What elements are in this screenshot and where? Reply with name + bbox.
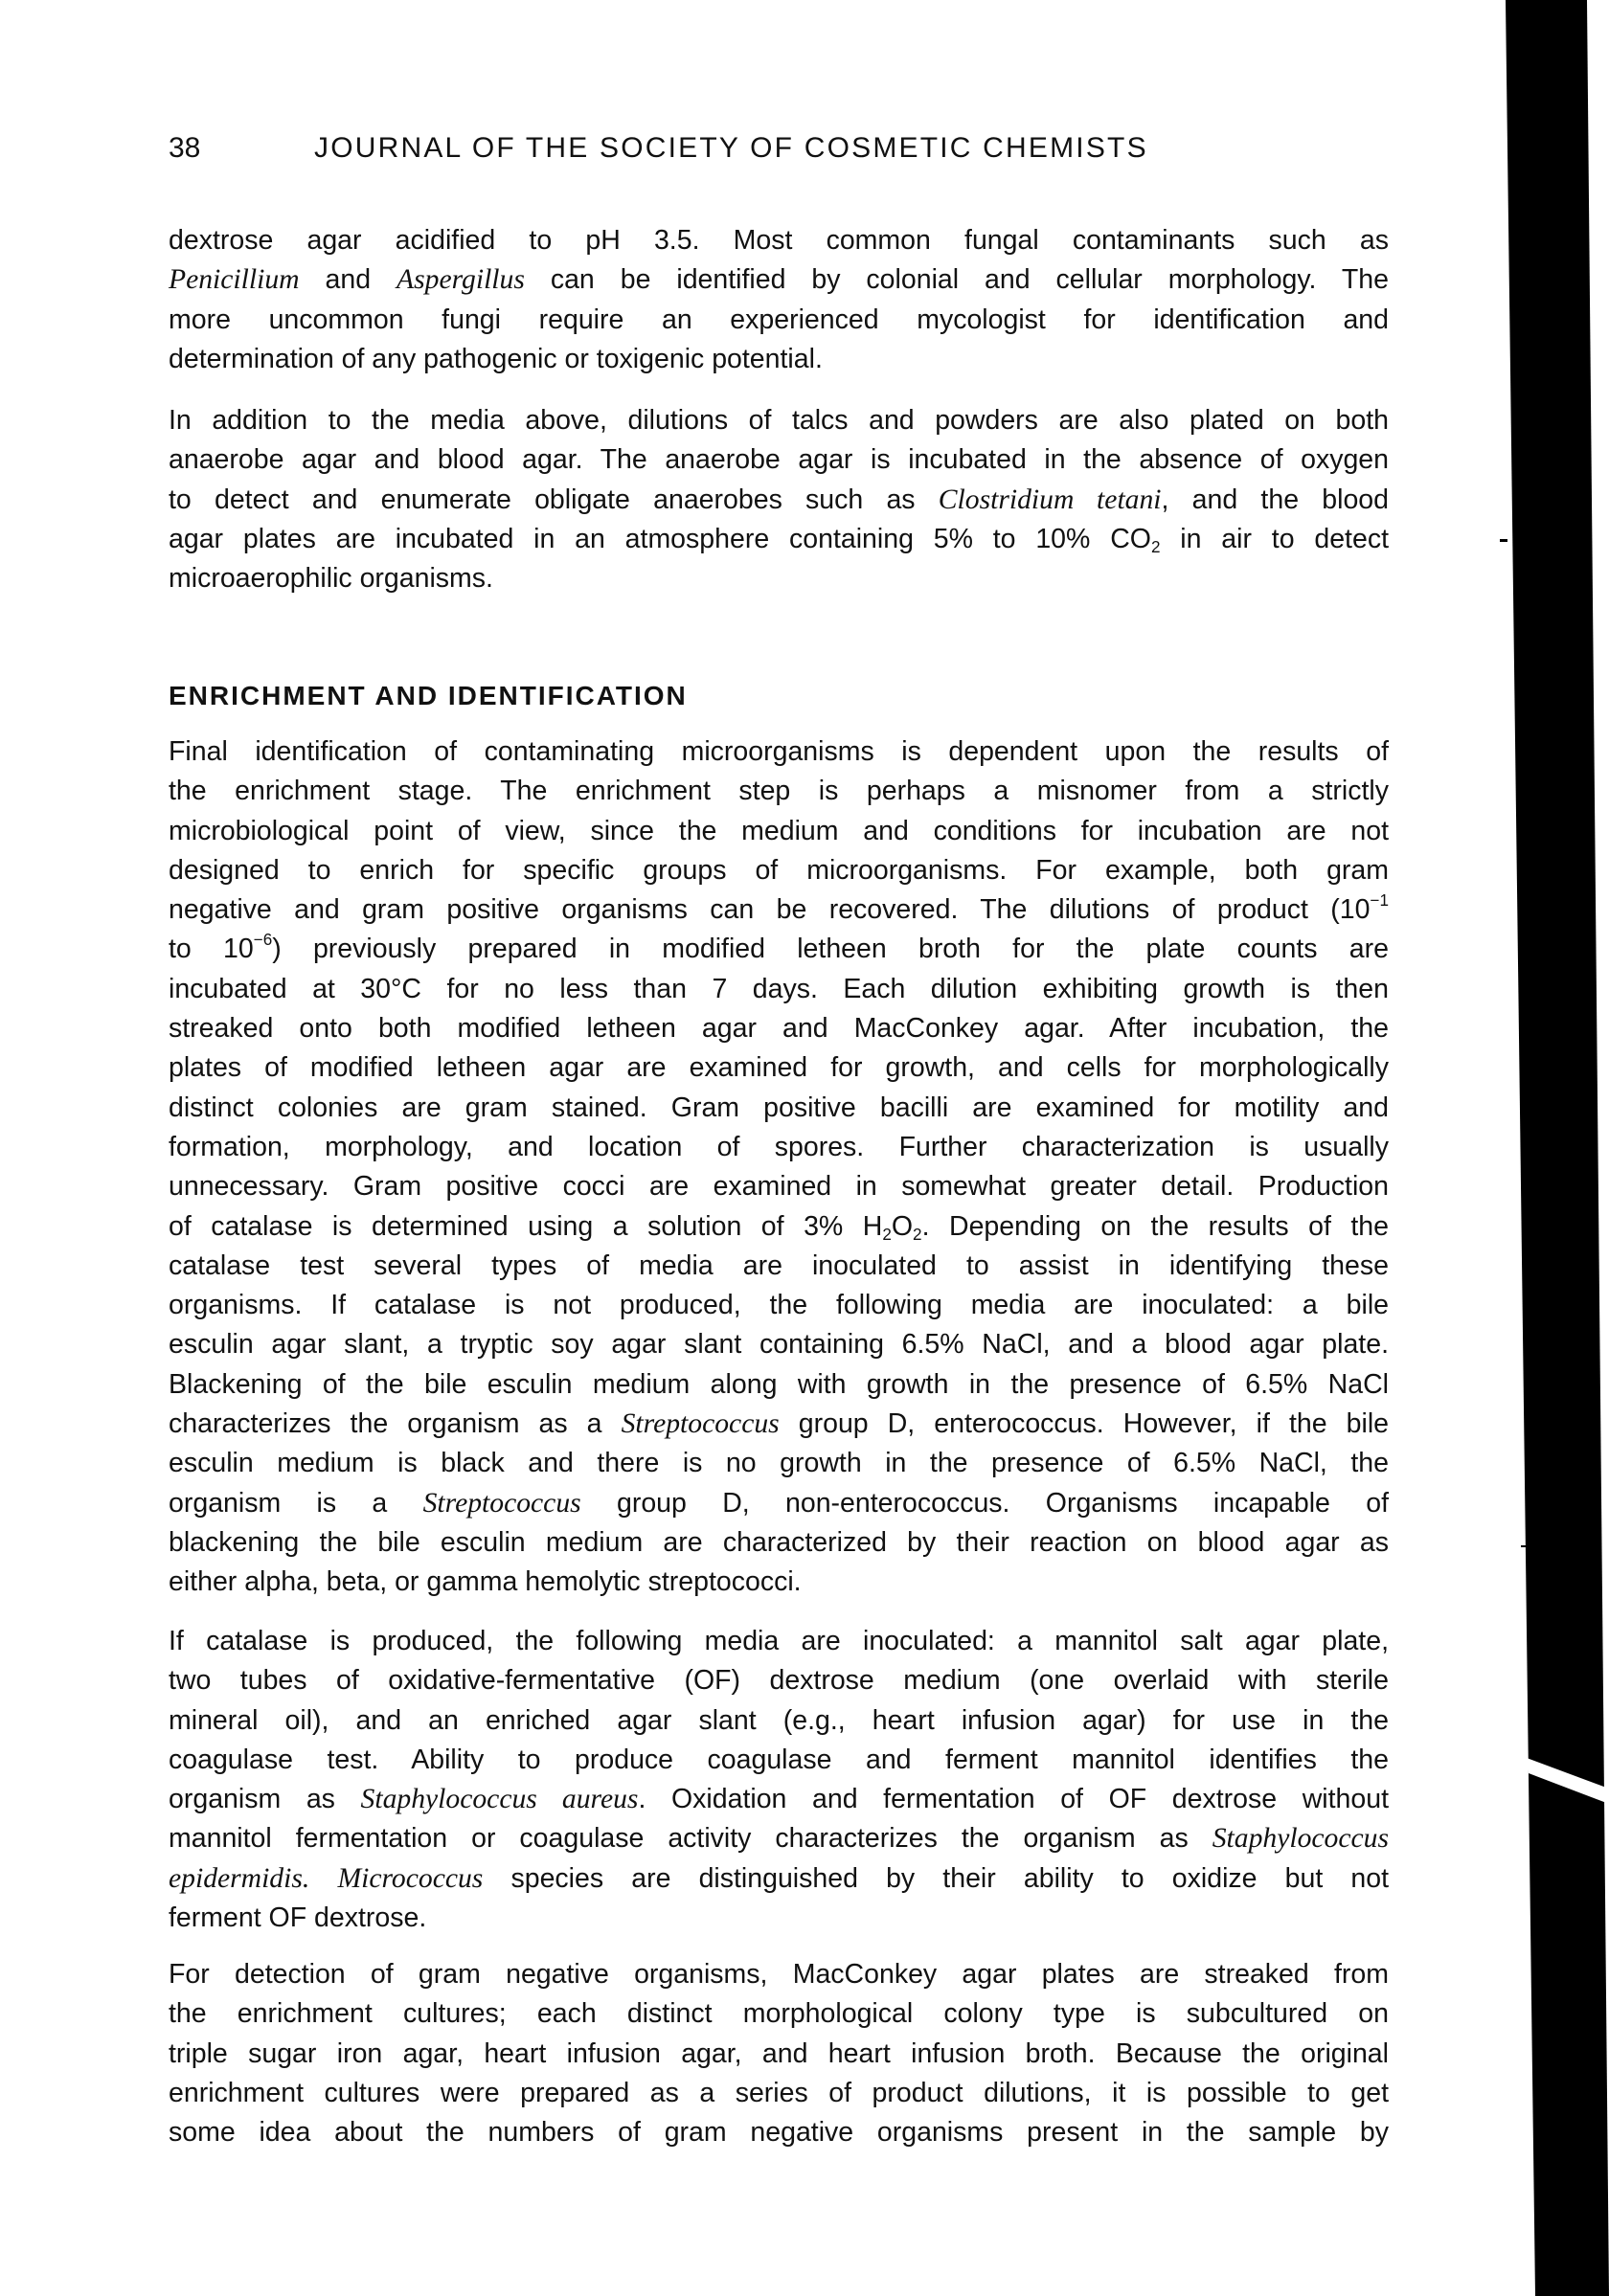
paragraph xyxy=(169,1955,1389,2152)
text-run: of catalase is determined using a solution of 3% H xyxy=(169,1210,883,1242)
text-run: dextrose agar acidified to pH 3.5. Most common fungal contaminants such as xyxy=(169,225,1389,256)
text-line xyxy=(169,1484,1389,1523)
text-run: , and the blood xyxy=(1161,484,1390,515)
text-run: esculin medium is black and there is no growth in the presence of 6.5% NaCl, the xyxy=(169,1448,1389,1479)
text-line xyxy=(169,1523,1389,1563)
text-run: anaerobe agar and blood agar. The anaerobe agar is incubated in the absence of oxygen xyxy=(169,444,1389,476)
text-run: characterizes the organism as a xyxy=(169,1408,622,1440)
text-line xyxy=(169,1128,1389,1167)
italic-term: Streptococcus xyxy=(621,1408,780,1440)
text-run: ferment OF dextrose. xyxy=(169,1902,427,1934)
text-run: plates of modified letheen agar are examined for growth, and cells for morphologically xyxy=(169,1052,1389,1084)
text-run: can be identified by colonial and cellular morphology. The xyxy=(524,264,1389,296)
text-run: formation, morphology, and location of spores. Further characterization is usually xyxy=(169,1131,1389,1162)
text-run: group D, non-enterococcus. Organisms incapable of xyxy=(580,1487,1389,1519)
subscript: 2 xyxy=(882,1225,892,1244)
scan-speck xyxy=(1521,1545,1527,1547)
text-run: Final identification of contaminating microorganisms is dependent upon the results of xyxy=(169,736,1389,767)
text-line xyxy=(169,1089,1389,1128)
text-line xyxy=(169,1167,1389,1206)
text-line xyxy=(169,2074,1389,2113)
text-line xyxy=(169,1899,1389,1938)
text-run: the enrichment stage. The enrichment step is perhaps a misnomer from a strictly xyxy=(169,776,1389,807)
text-line xyxy=(169,1661,1389,1700)
journal-title: JOURNAL OF THE SOCIETY OF COSMETIC CHEMISTS xyxy=(314,132,1148,164)
paragraph xyxy=(169,1622,1389,1938)
text-run: streaked onto both modified letheen agar and MacConkey agar. After incubation, the xyxy=(169,1013,1389,1045)
text-line xyxy=(169,1365,1389,1405)
text-line xyxy=(169,732,1389,772)
text-line xyxy=(169,221,1389,260)
text-line xyxy=(169,301,1389,340)
italic-term: Micrococcus xyxy=(337,1862,484,1894)
text-line xyxy=(169,1955,1389,1994)
text-run: and xyxy=(299,264,397,296)
text-run: esculin agar slant, a tryptic soy agar slant containing 6.5% NaCl, and a blood agar plate. xyxy=(169,1329,1389,1361)
text-line xyxy=(169,1207,1389,1247)
text-line xyxy=(169,1325,1389,1364)
text-line xyxy=(169,851,1389,890)
scan-speck xyxy=(1500,539,1507,542)
subscript: 2 xyxy=(1150,538,1161,557)
italic-term: epidermidis. xyxy=(169,1862,310,1894)
paragraph xyxy=(169,401,1389,598)
text-run: in air to detect xyxy=(1160,523,1389,554)
text-run: agar plates are incubated in an atmosphere containing 5% to 10% CO xyxy=(169,523,1151,554)
italic-term: Aspergillus xyxy=(397,264,525,296)
text-run: In addition to the media above, dilutions of talcs and powders are also plated on both xyxy=(169,405,1389,436)
text-line xyxy=(169,1405,1389,1444)
text-line xyxy=(169,260,1389,300)
text-line xyxy=(169,440,1389,480)
text-line xyxy=(169,1780,1389,1819)
text-run: the enrichment cultures; each distinct morphological colony type is subcultured on xyxy=(169,1998,1389,2030)
text-line xyxy=(169,1247,1389,1286)
text-run: organism is a xyxy=(169,1487,423,1519)
superscript: −6 xyxy=(253,931,273,950)
text-line xyxy=(169,481,1389,520)
italic-term: Staphylococcus aureus xyxy=(360,1784,639,1815)
text-run: incubated at 30°C for no less than 7 days. Each dilution exhibiting growth is then xyxy=(169,973,1389,1004)
text-run: more uncommon fungi require an experienced mycologist for identification and xyxy=(169,304,1389,335)
text-run: group D, enterococcus. However, if the bile xyxy=(779,1408,1390,1440)
text-run: organism as xyxy=(169,1784,361,1815)
text-line xyxy=(169,401,1389,440)
text-line xyxy=(169,1622,1389,1661)
section-heading: ENRICHMENT AND IDENTIFICATION xyxy=(169,681,688,710)
text-line xyxy=(169,1286,1389,1325)
text-line xyxy=(169,340,1389,379)
superscript: −1 xyxy=(1370,891,1389,911)
text-run: triple sugar iron agar, heart infusion agar, and heart infusion broth. Because the original xyxy=(169,2037,1389,2069)
text-line xyxy=(169,2035,1389,2074)
subscript: 2 xyxy=(913,1225,922,1244)
text-run: Blackening of the bile esculin medium along with growth in the presence of 6.5% NaCl xyxy=(169,1368,1389,1400)
text-run: mannitol fermentation or coagulase activity characterizes the organism as xyxy=(169,1823,1212,1855)
text-run: If catalase is produced, the following media are inoculated: a mannitol salt agar plate, xyxy=(169,1626,1389,1656)
text-line xyxy=(169,1701,1389,1741)
text-line xyxy=(169,2113,1389,2152)
text-line xyxy=(169,1444,1389,1483)
text-line xyxy=(169,930,1389,969)
text-run: to 10 xyxy=(169,934,254,965)
text-line xyxy=(169,1563,1389,1602)
text-run: two tubes of oxidative-fermentative (OF) dextrose medium (one overlaid with sterile xyxy=(169,1665,1389,1697)
text-run: to detect and enumerate obligate anaerobes such as xyxy=(169,484,939,515)
text-run: catalase test several types of media are inoculated to assist in identifying these xyxy=(169,1249,1389,1281)
text-run: . Oxidation and fermentation of OF dextrose without xyxy=(638,1784,1389,1815)
text-run: determination of any pathogenic or toxigenic potential. xyxy=(169,343,823,374)
binding-shadow xyxy=(1506,0,1609,2296)
text-run: enrichment cultures were prepared as a series of product dilutions, it is possible to get xyxy=(169,2077,1389,2108)
text-line xyxy=(169,970,1389,1009)
page-number: 38 xyxy=(169,132,201,164)
text-run: either alpha, beta, or gamma hemolytic streptococci. xyxy=(169,1566,802,1598)
text-run: unnecessary. Gram positive cocci are examined in somewhat greater detail. Production xyxy=(169,1171,1389,1203)
text-line xyxy=(169,1048,1389,1088)
text-line xyxy=(169,1859,1389,1899)
text-line xyxy=(169,772,1389,811)
text-run: . Depending on the results of the xyxy=(921,1210,1389,1242)
text-run: microbiological point of view, since the medium and conditions for incubation are not xyxy=(169,815,1389,846)
text-run: blackening the bile esculin medium are characterized by their reaction on blood agar as xyxy=(169,1526,1389,1558)
text-run: microaerophilic organisms. xyxy=(169,563,493,595)
italic-term: Streptococcus xyxy=(422,1487,581,1519)
text-line xyxy=(169,1009,1389,1048)
text-run: For detection of gram negative organisms, MacConkey agar plates are streaked from xyxy=(169,1959,1389,1990)
text-run: ) previously prepared in modified letheen broth for the plate counts are xyxy=(272,934,1389,965)
text-run: mineral oil), and an enriched agar slant (e.g., heart infusion agar) for use in the xyxy=(169,1704,1389,1736)
text-run: organisms. If catalase is not produced, the following media are inoculated: a bile xyxy=(169,1290,1389,1321)
text-line xyxy=(169,1741,1389,1780)
text-run: negative and gram positive organisms can be recovered. The dilutions of product (10 xyxy=(169,894,1371,926)
text-run xyxy=(309,1863,337,1894)
text-line xyxy=(169,812,1389,851)
text-run: species are distinguished by their ability to oxidize but not xyxy=(483,1862,1390,1894)
paragraph xyxy=(169,732,1389,1603)
text-run: designed to enrich for specific groups of microorganisms. For example, both gram xyxy=(169,854,1389,886)
italic-term: Clostridium tetani xyxy=(938,484,1162,515)
text-run: O xyxy=(891,1210,914,1242)
text-line xyxy=(169,559,1389,598)
italic-term: Staphylococcus xyxy=(1212,1823,1389,1855)
text-run: some idea about the numbers of gram negative organisms present in the sample by xyxy=(169,2117,1389,2149)
italic-term: Penicillium xyxy=(169,264,300,296)
text-line xyxy=(169,520,1389,559)
text-line xyxy=(169,890,1389,930)
text-line xyxy=(169,1819,1389,1858)
text-line xyxy=(169,1994,1389,2034)
text-run: coagulase test. Ability to produce coagulase and ferment mannitol identifies the xyxy=(169,1744,1389,1775)
paragraph xyxy=(169,221,1389,379)
text-run: distinct colonies are gram stained. Gram positive bacilli are examined for motility and xyxy=(169,1092,1389,1123)
